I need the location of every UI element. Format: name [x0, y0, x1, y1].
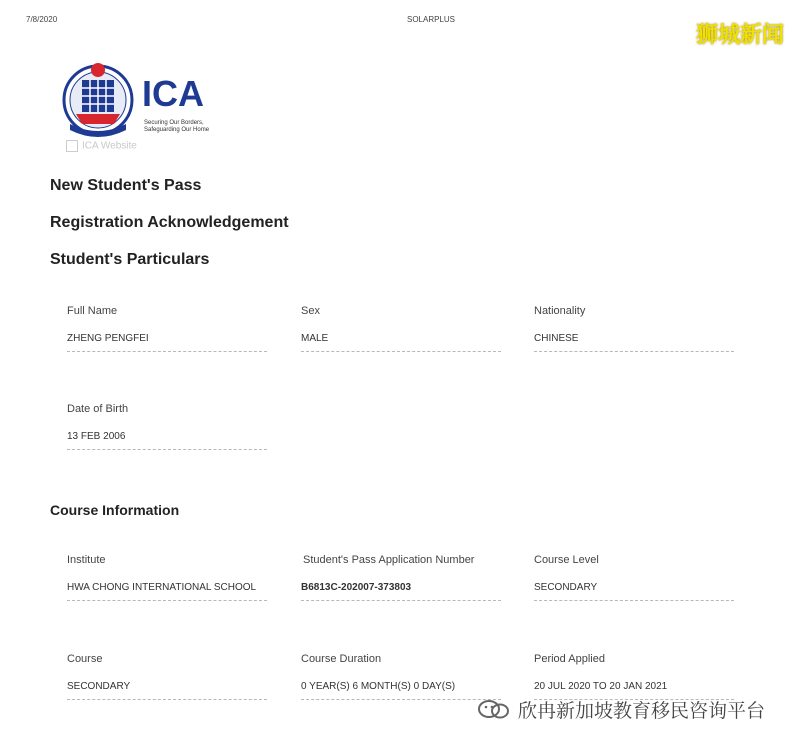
field-label: Date of Birth	[67, 403, 129, 415]
field-value: 13 FEB 2006	[67, 431, 126, 442]
ica-logo[interactable]	[62, 62, 232, 142]
course-duration-field	[301, 653, 501, 709]
field-label: Period Applied	[534, 653, 605, 665]
pass-title: New Student's Pass	[50, 177, 202, 194]
nationality-field	[534, 305, 734, 361]
dob-field	[67, 403, 267, 459]
field-label: Course Level	[534, 554, 599, 566]
field-divider	[67, 600, 267, 601]
field-value: SECONDARY	[67, 681, 131, 692]
ica-crest-icon	[62, 62, 232, 142]
field-value: MALE	[301, 333, 329, 344]
page-title: SOLARPLUS	[407, 15, 456, 24]
application-number-field	[301, 554, 501, 610]
full-name-field	[67, 305, 267, 361]
sex-field	[301, 305, 501, 361]
field-value: SECONDARY	[534, 582, 598, 593]
ica-website-link[interactable]	[66, 140, 137, 152]
field-label: Full Name	[67, 305, 118, 317]
svg-text:Safeguarding Our Home: Safeguarding Our Home	[144, 127, 210, 133]
course-info-heading: Course Information	[50, 502, 180, 518]
institute-field	[67, 554, 267, 610]
field-label: Student's Pass Application Number	[303, 554, 475, 566]
course-field	[67, 653, 267, 709]
field-divider	[67, 699, 267, 700]
ica-website-label: ICA Website	[82, 140, 137, 152]
field-value: B6813C-202007-373803	[301, 582, 412, 593]
page-date: 7/8/2020	[26, 15, 58, 24]
field-divider	[301, 699, 501, 700]
field-value: 0 YEAR(S) 6 MONTH(S) 0 DAY(S)	[301, 681, 456, 692]
field-divider	[67, 351, 267, 352]
top-watermark: 狮城新闻	[695, 23, 784, 48]
field-divider	[534, 351, 734, 352]
acknowledgement-heading: Registration Acknowledgement	[50, 214, 289, 231]
field-value: ZHENG PENGFEI	[67, 333, 149, 344]
svg-text:Securing Our Borders,: Securing Our Borders,	[144, 120, 204, 126]
field-value: 20 JUL 2020 TO 20 JAN 2021	[534, 681, 668, 692]
svg-text:ICA: ICA	[142, 73, 204, 114]
wechat-icon	[476, 698, 512, 720]
field-value: HWA CHONG INTERNATIONAL SCHOOL	[67, 582, 257, 593]
field-divider	[301, 600, 501, 601]
field-label: Course Duration	[301, 653, 382, 665]
field-label: Institute	[67, 554, 106, 566]
field-label: Nationality	[534, 305, 586, 317]
field-label: Course	[67, 653, 103, 665]
course-level-field	[534, 554, 734, 610]
field-divider	[301, 351, 501, 352]
field-divider	[67, 449, 267, 450]
bottom-watermark	[476, 697, 765, 721]
broken-image-icon	[66, 140, 78, 152]
field-label: Sex	[301, 305, 320, 317]
field-value: CHINESE	[534, 333, 579, 344]
particulars-heading: Student's Particulars	[50, 251, 210, 268]
bottom-watermark-text: 欣冉新加坡教育移民咨询平台	[518, 699, 766, 722]
field-divider	[534, 600, 734, 601]
